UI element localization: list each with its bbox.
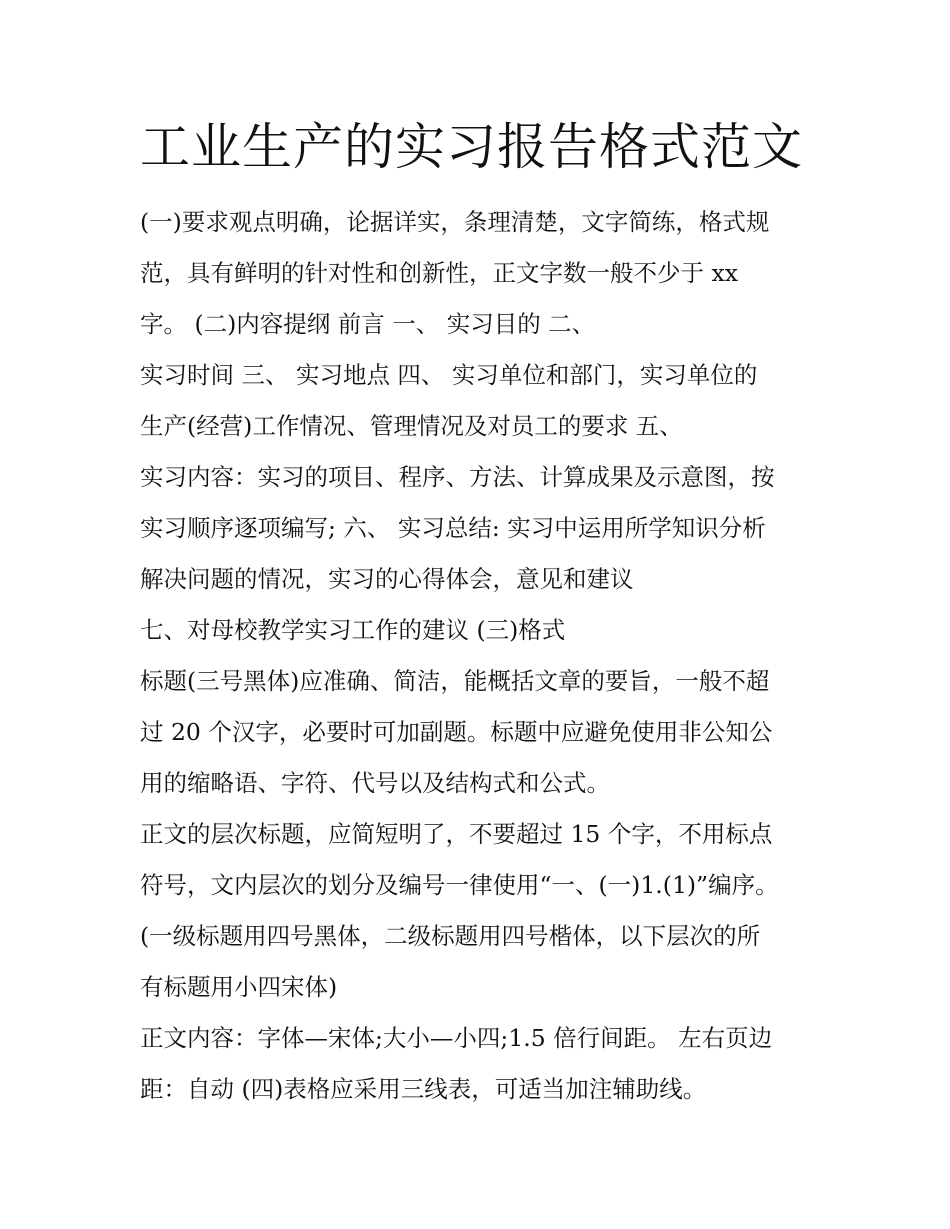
body-line: 用的缩略语、字符、代号以及结构式和公式。	[140, 769, 610, 797]
document-title: 工业生产的实习报告格式范文	[140, 118, 803, 176]
body-line: 实习内容：实习的项目、程序、方法、计算成果及示意图，按	[140, 463, 775, 491]
body-line: 正文内容：字体—宋体;大小—小四;1.5 倍行间距。 左右页边	[140, 1024, 773, 1052]
body-line: 解决问题的情况，实习的心得体会，意见和建议	[140, 565, 634, 593]
body-line: 有标题用小四宋体)	[140, 973, 338, 1001]
body-line: (一)要求观点明确，论据详实，条理清楚，文字简练，格式规	[140, 208, 770, 236]
body-line: 标题(三号黑体)应准确、简洁，能概括文章的要旨，一般不超	[140, 667, 770, 695]
body-line: 范，具有鲜明的针对性和创新性，正文字数一般不少于 xx	[140, 259, 738, 287]
body-line: 字。 (二)内容提纲 前言 一、 实习目的 二、	[140, 310, 596, 338]
body-line: 距：自动 (四)表格应采用三线表，可适当加注辅助线。	[140, 1075, 707, 1103]
body-line: 生产(经营)工作情况、管理情况及对员工的要求 五、	[140, 412, 683, 440]
body-line: 实习顺序逐项编写; 六、 实习总结: 实习中运用所学知识分析	[140, 514, 766, 542]
body-line: (一级标题用四号黑体，二级标题用四号楷体，以下层次的所	[140, 922, 761, 950]
body-line: 实习时间 三、 实习地点 四、 实习单位和部门，实习单位的	[140, 361, 758, 389]
body-line: 正文的层次标题，应简短明了，不要超过 15 个字，不用标点	[140, 820, 773, 848]
body-line: 过 20 个汉字，必要时可加副题。标题中应避免使用非公知公	[140, 718, 773, 746]
body-line: 七、对母校教学实习工作的建议 (三)格式	[140, 616, 566, 644]
body-line: 符号，文内层次的划分及编号一律使用“一、(一)1.(1)”编序。	[140, 871, 779, 899]
